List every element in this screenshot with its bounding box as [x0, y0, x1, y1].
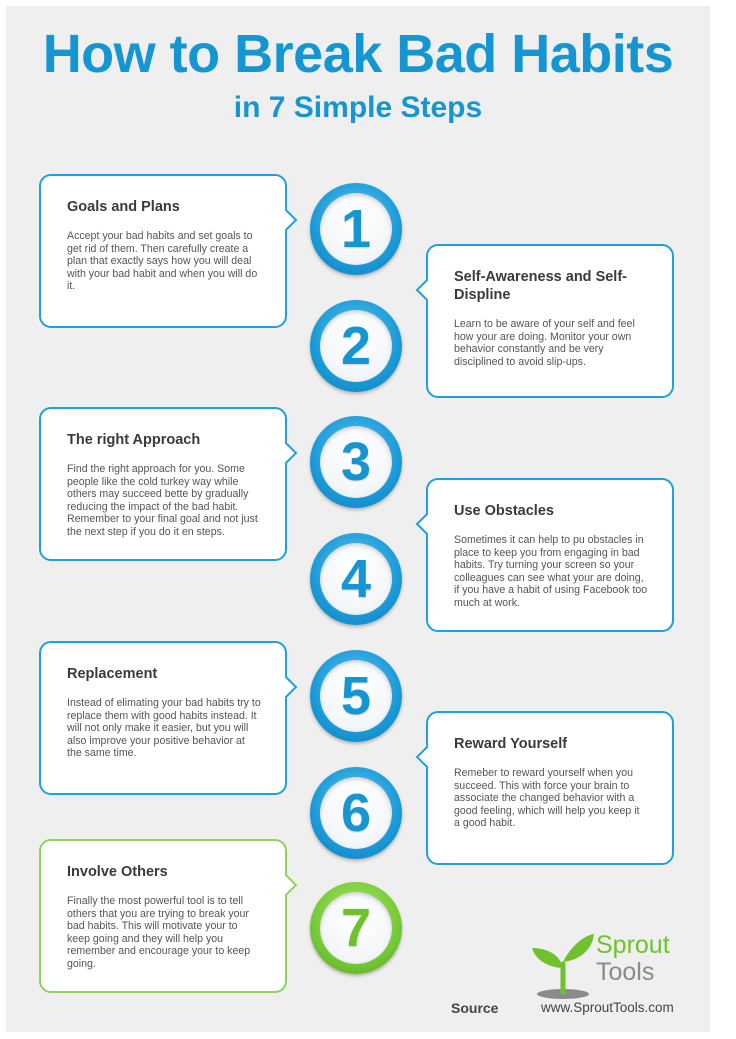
page-subtitle: in 7 Simple Steps [233, 91, 483, 124]
step-text: Instead of elimating your bad habits try to replace them with good habits instead. It will not only make it easier, but you will also improve your positive behavior at the same time. [67, 697, 261, 760]
step-card-4 [426, 478, 674, 632]
step-card-2 [426, 244, 674, 398]
step-title: Use Obstacles [454, 503, 554, 519]
step-card-3 [39, 407, 287, 561]
step-text: Learn to be aware of your self and feel how your are doing. Monitor your own behavior constantly and be very disciplined to avoid slip-ups. [454, 318, 635, 368]
step-title: Goals and Plans [67, 199, 180, 215]
step-number: 2 [340, 316, 372, 376]
step-text: Remeber to reward yourself when you succeed. This with force your brain to associate the changed behavior with a good feeling, which will help you keep it a good habit. [454, 767, 640, 830]
step-title: Self-Awareness and Self-Displine [454, 269, 627, 303]
step-number-3 [310, 416, 402, 508]
step-card-5 [39, 641, 287, 795]
step-text: Find the right approach for you. Some people like the cold turkey way while others may succeed bette by gradually reducing the impact of the bad habit. Remember to your final goal and not just the next step if you do it en steps. [67, 463, 258, 538]
card-pointer [275, 676, 298, 699]
step-number-2 [310, 300, 402, 392]
sprout-tools-logo [530, 928, 680, 1000]
step-title: Involve Others [67, 864, 168, 880]
step-card-7 [39, 839, 287, 993]
step-text: Accept your bad habits and set goals to get rid of them. Then carefully create a plan that exactly says how you will deal with your bad habit and when you will do it. [67, 230, 258, 293]
card-pointer [416, 513, 439, 536]
step-number-7 [310, 882, 402, 974]
logo-word-sprout: Sprout [596, 931, 670, 959]
step-text: Finally the most powerful tool is to tell others that you are trying to break your bad habits. This will motivate your to keep going and they will help you remember and encourage your to keep going. [67, 895, 251, 970]
step-number-6 [310, 767, 402, 859]
step-number: 7 [340, 898, 372, 958]
source-label: Source [451, 1000, 499, 1016]
step-number: 1 [340, 199, 372, 259]
step-number-4 [310, 533, 402, 625]
card-pointer [275, 874, 298, 897]
card-pointer [416, 279, 439, 302]
step-title: Replacement [67, 666, 158, 682]
card-pointer [275, 442, 298, 465]
step-number-1 [310, 183, 402, 275]
step-number-5 [310, 650, 402, 742]
step-text: Sometimes it can help to pu obstacles in place to keep you from engaging in bad habits. Try turning your screen so your colleagues can see what your are doing, if you have a habit of using Facebook too much at work. [454, 534, 648, 609]
step-title: The right Approach [67, 432, 201, 448]
card-pointer [275, 209, 298, 232]
step-title: Reward Yourself [454, 736, 568, 752]
step-card-1 [39, 174, 287, 328]
card-pointer [416, 746, 439, 769]
page-title: How to Break Bad Habits [42, 24, 674, 84]
step-number: 3 [340, 432, 372, 492]
step-number: 5 [340, 666, 372, 726]
logo-word-tools: Tools [596, 958, 655, 986]
sprout-icon [530, 928, 596, 1000]
step-card-6 [426, 711, 674, 865]
source-link[interactable]: www.SproutTools.com [541, 1000, 674, 1015]
step-number: 4 [340, 549, 372, 609]
step-number: 6 [340, 783, 372, 843]
infographic-page [6, 6, 710, 1032]
